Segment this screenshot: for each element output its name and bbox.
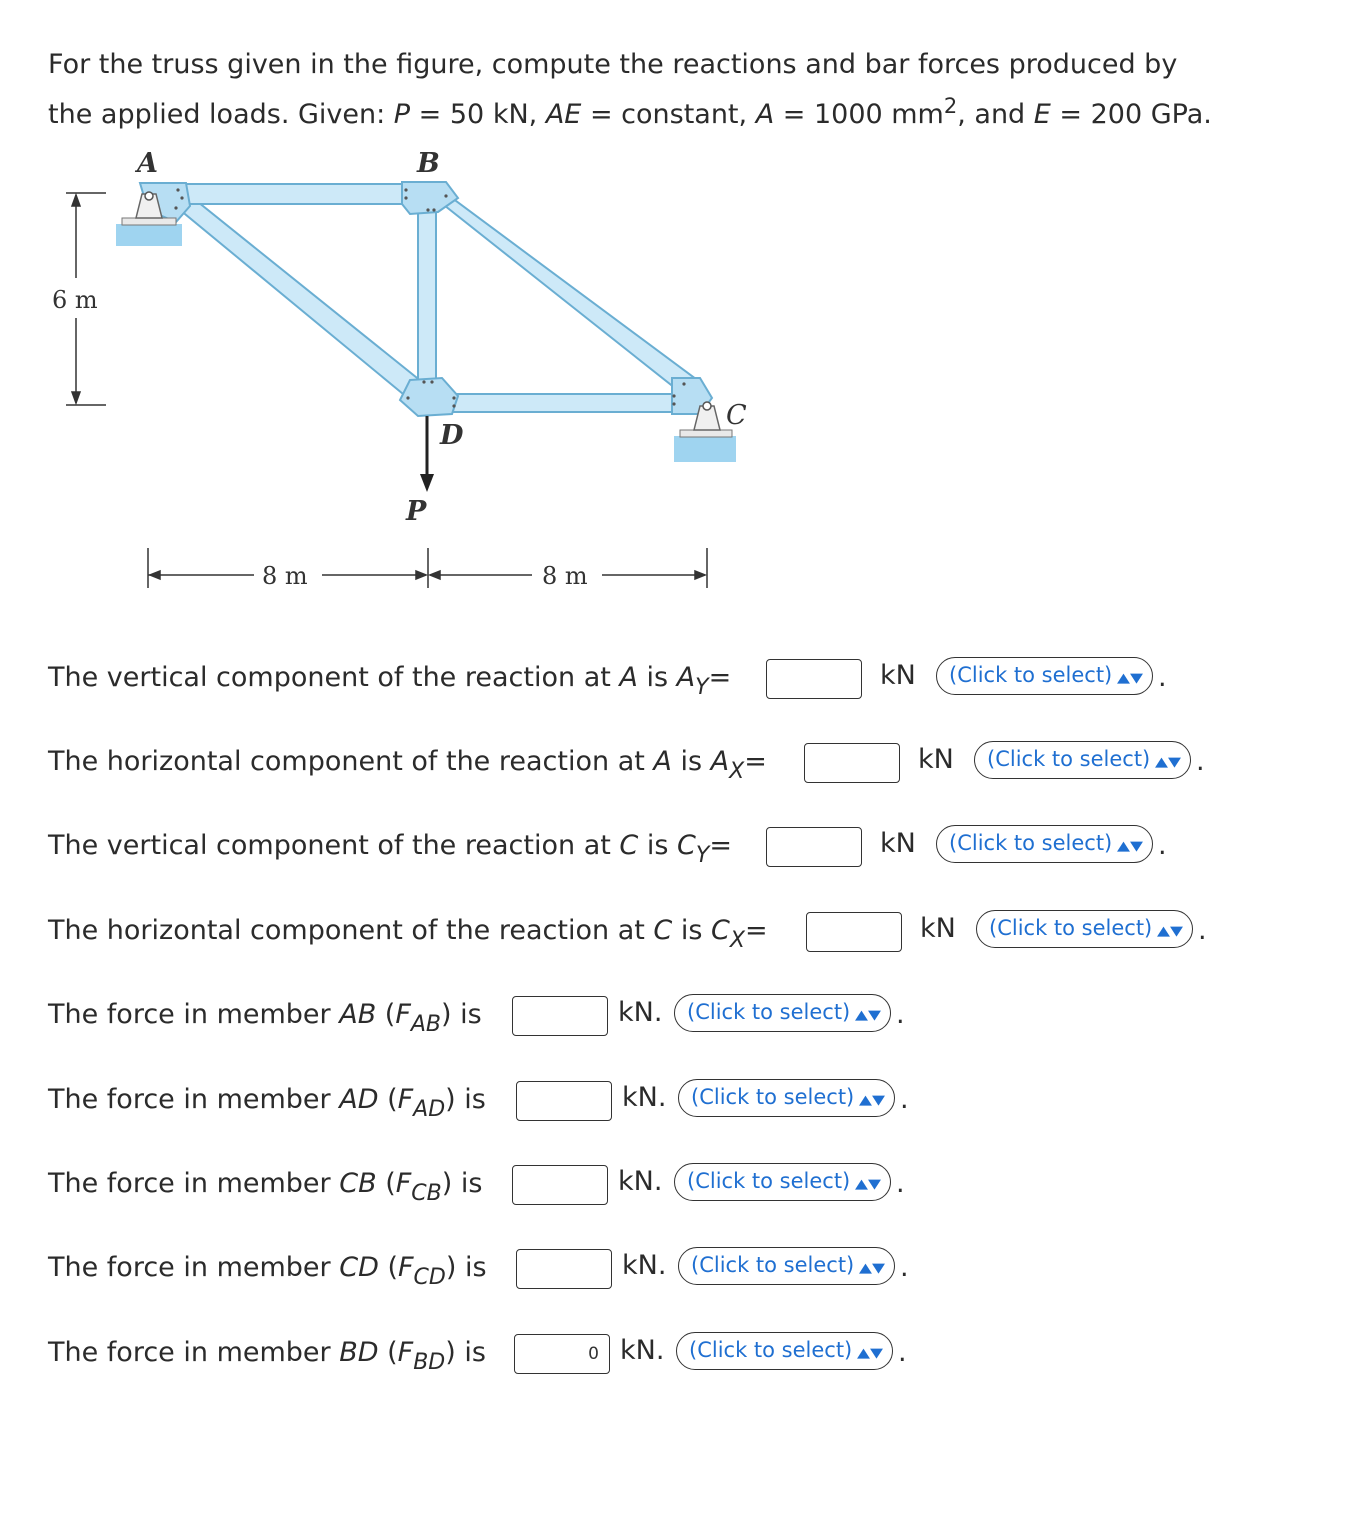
dimension-right-label: 8 m bbox=[542, 562, 588, 590]
select-FBD[interactable]: (Click to select) ▲▼ bbox=[676, 1332, 893, 1370]
answer-input-FBD[interactable]: 0 bbox=[514, 1334, 610, 1374]
truss-figure bbox=[0, 140, 800, 610]
member-AB bbox=[172, 184, 406, 204]
answer-row-Ax bbox=[48, 740, 1308, 784]
prompt-Cx: The horizontal component of the reaction at C is $C_X=$ bbox=[48, 915, 768, 953]
dimension-height-label: 6 m bbox=[52, 286, 98, 314]
prompt-FBD: The force in member BD $(F_{BD})$ is bbox=[48, 1337, 486, 1375]
unit-FAD: kN. bbox=[622, 1082, 667, 1113]
period: . bbox=[896, 999, 905, 1030]
member-BC bbox=[430, 194, 700, 392]
select-Cx[interactable]: (Click to select) ▲▼ bbox=[976, 910, 1193, 948]
member-DC bbox=[452, 394, 672, 412]
select-FAB[interactable]: (Click to select) ▲▼ bbox=[674, 994, 891, 1032]
chevron-up-down-icon: ▲▼ bbox=[857, 1346, 884, 1361]
answer-input-FAD[interactable] bbox=[516, 1081, 612, 1121]
chevron-up-down-icon: ▲▼ bbox=[1157, 924, 1184, 939]
answer-row-FAB bbox=[48, 993, 948, 1037]
period: . bbox=[1198, 915, 1207, 946]
prompt-FAB: The force in member AB $(F_{AB})$ is bbox=[48, 999, 482, 1037]
question-line-2: the applied loads. Given: P = 50 kN, AE = constant, A = 1000 $mm^2$, and E = 200 GPa. bbox=[48, 94, 1212, 130]
answer-input-Ax[interactable] bbox=[804, 743, 900, 783]
period: . bbox=[1158, 662, 1167, 693]
label-D: D bbox=[440, 420, 464, 451]
dimension-width bbox=[148, 548, 707, 588]
question-text bbox=[48, 40, 1338, 140]
unit-FAB: kN. bbox=[618, 997, 663, 1028]
prompt-Ax: The horizontal component of the reaction at A is $A_X=$ bbox=[48, 746, 767, 784]
chevron-up-down-icon: ▲▼ bbox=[855, 1177, 882, 1192]
answer-input-FCD[interactable] bbox=[516, 1249, 612, 1289]
answer-row-Cy bbox=[48, 824, 1308, 868]
chevron-up-down-icon: ▲▼ bbox=[1155, 755, 1182, 770]
chevron-up-down-icon: ▲▼ bbox=[855, 1008, 882, 1023]
label-A: A bbox=[137, 148, 158, 179]
label-P: P bbox=[406, 496, 427, 527]
unit-Ay: kN bbox=[880, 660, 916, 691]
answer-input-Ay[interactable] bbox=[766, 659, 862, 699]
prompt-Cy: The vertical component of the reaction at C is $C_Y=$ bbox=[48, 830, 732, 868]
question-line-1: For the truss given in the figure, compute the reactions and bar forces produced by bbox=[48, 49, 1178, 80]
answer-input-Cy[interactable] bbox=[766, 827, 862, 867]
answer-input-FAB[interactable] bbox=[512, 996, 608, 1036]
period: . bbox=[900, 1252, 909, 1283]
chevron-up-down-icon: ▲▼ bbox=[1117, 839, 1144, 854]
period: . bbox=[1158, 830, 1167, 861]
select-FCB[interactable]: (Click to select) ▲▼ bbox=[674, 1163, 891, 1201]
unit-FCB: kN. bbox=[618, 1166, 663, 1197]
select-Ax[interactable]: (Click to select) ▲▼ bbox=[974, 741, 1191, 779]
answer-input-FCB[interactable] bbox=[512, 1165, 608, 1205]
chevron-up-down-icon: ▲▼ bbox=[859, 1261, 886, 1276]
select-FCD[interactable]: (Click to select) ▲▼ bbox=[678, 1247, 895, 1285]
chevron-up-down-icon: ▲▼ bbox=[1117, 671, 1144, 686]
answer-row-Ay bbox=[48, 656, 1308, 700]
prompt-FCB: The force in member CB $(F_{CB})$ is bbox=[48, 1168, 483, 1206]
unit-FCD: kN. bbox=[622, 1250, 667, 1281]
period: . bbox=[1196, 746, 1205, 777]
answer-row-FCB bbox=[48, 1162, 948, 1206]
answer-input-Cx[interactable] bbox=[806, 912, 902, 952]
unit-Cy: kN bbox=[880, 828, 916, 859]
label-C: C bbox=[726, 400, 747, 431]
member-BD bbox=[418, 212, 436, 382]
unit-Ax: kN bbox=[918, 744, 954, 775]
period: . bbox=[896, 1168, 905, 1199]
period: . bbox=[900, 1084, 909, 1115]
unit-FBD: kN. bbox=[620, 1335, 665, 1366]
prompt-Ay: The vertical component of the reaction at A is $A_Y=$ bbox=[48, 662, 732, 700]
chevron-up-down-icon: ▲▼ bbox=[859, 1093, 886, 1108]
answer-row-Cx bbox=[48, 909, 1308, 953]
answer-row-FBD bbox=[48, 1331, 948, 1375]
prompt-FCD: The force in member CD $(F_{CD})$ is bbox=[48, 1252, 487, 1290]
load-arrow bbox=[420, 416, 434, 492]
member-AD bbox=[168, 194, 442, 408]
select-Ay[interactable]: (Click to select) ▲▼ bbox=[936, 657, 1153, 695]
unit-Cx: kN bbox=[920, 913, 956, 944]
label-B: B bbox=[417, 148, 440, 179]
answer-row-FCD bbox=[48, 1246, 948, 1290]
dimension-left-label: 8 m bbox=[262, 562, 308, 590]
select-Cy[interactable]: (Click to select) ▲▼ bbox=[936, 825, 1153, 863]
select-FAD[interactable]: (Click to select) ▲▼ bbox=[678, 1079, 895, 1117]
answer-row-FAD bbox=[48, 1078, 948, 1122]
period: . bbox=[898, 1337, 907, 1368]
prompt-FAD: The force in member AD $(F_{AD})$ is bbox=[48, 1084, 486, 1122]
